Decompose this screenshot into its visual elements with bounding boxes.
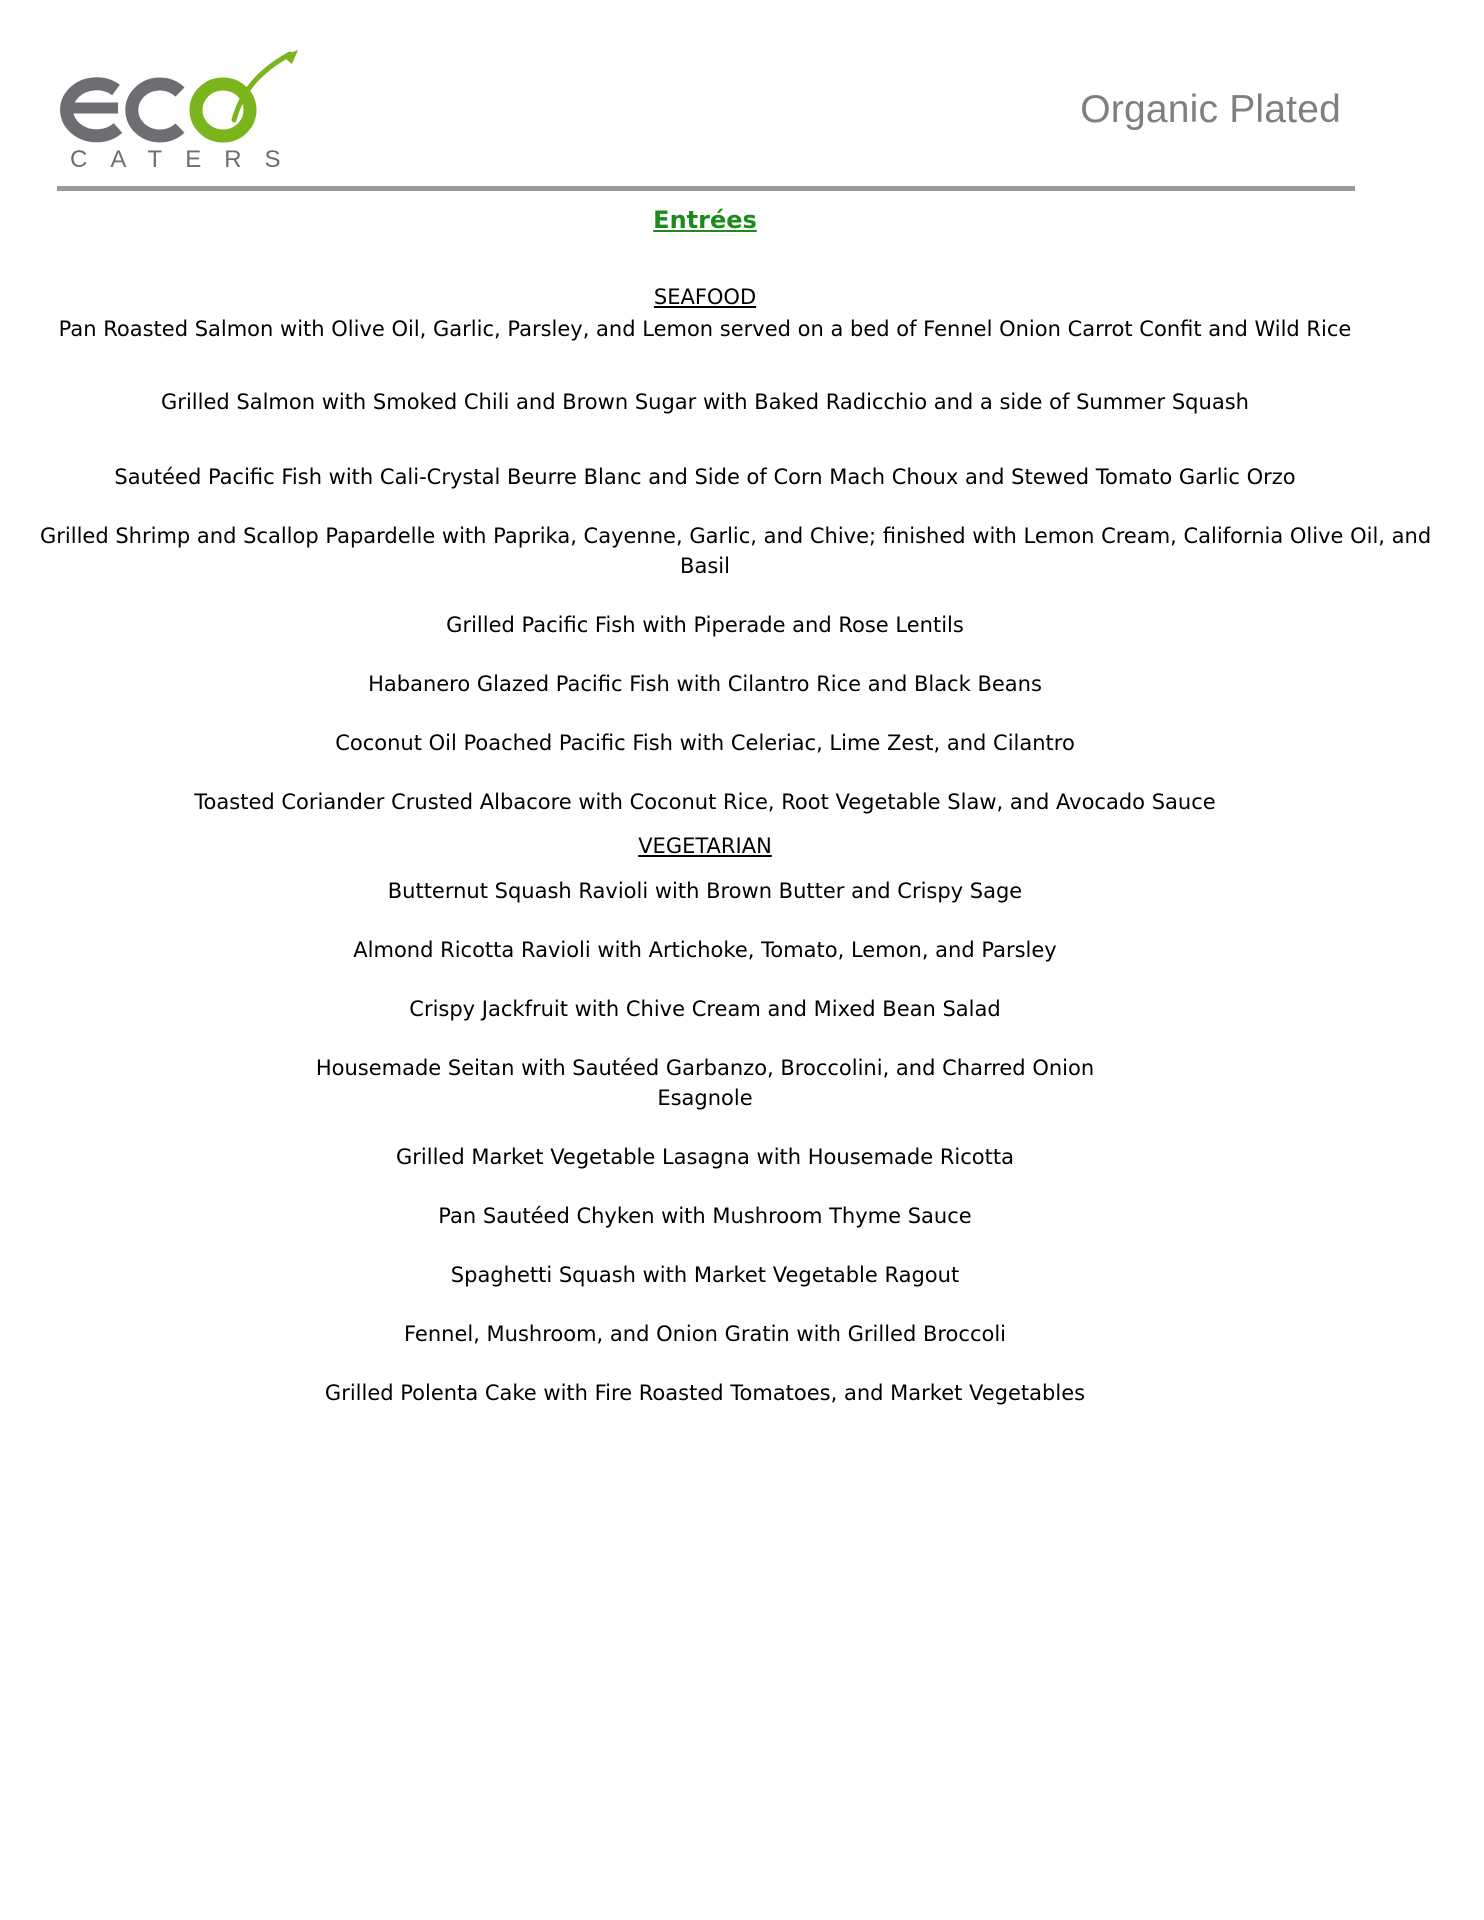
header-divider bbox=[57, 186, 1355, 191]
category-header-seafood bbox=[40, 283, 1370, 312]
menu-item: Butternut Squash Ravioli with Brown Butter and Crispy Sage bbox=[387, 879, 1023, 903]
menu-item: Coconut Oil Poached Pacific Fish with Celeriac, Lime Zest, and Cilantro bbox=[335, 731, 1075, 755]
menu-item: Sautéed Pacific Fish with Cali-Crystal Beurre Blanc and Side of Corn Mach Choux and Stewed Tomato Garlic Orzo bbox=[114, 465, 1296, 489]
menu-item: Grilled Polenta Cake with Fire Roasted Tomatoes, and Market Vegetables bbox=[324, 1381, 1086, 1405]
menu-item: Habanero Glazed Pacific Fish with Cilantro Rice and Black Beans bbox=[368, 672, 1042, 696]
section-title-text: Entrées bbox=[653, 206, 757, 234]
menu-item: Spaghetti Squash with Market Vegetable Ragout bbox=[450, 1263, 960, 1287]
menu-item: Fennel, Mushroom, and Onion Gratin with Grilled Broccoli bbox=[403, 1322, 1007, 1346]
menu-item: Housemade Seitan with Sautéed Garbanzo, Broccolini, and Charred Onion bbox=[315, 1056, 1095, 1080]
menu-item-continuation: Esagnole bbox=[657, 1086, 753, 1110]
menu-item: Grilled Pacific Fish with Piperade and Rose Lentils bbox=[446, 613, 964, 637]
category-label: VEGETARIAN bbox=[638, 834, 772, 858]
menu-item: Grilled Market Vegetable Lasagna with Housemade Ricotta bbox=[396, 1145, 1014, 1169]
menu-item: Crispy Jackfruit with Chive Cream and Mixed Bean Salad bbox=[409, 997, 1001, 1021]
menu-item: Pan Sautéed Chyken with Mushroom Thyme Sauce bbox=[438, 1204, 972, 1228]
eco-caters-logo bbox=[56, 50, 316, 180]
menu-item-continuation: Basil bbox=[680, 554, 730, 578]
menu-item: Pan Roasted Salmon with Olive Oil, Garlic, Parsley, and Lemon served on a bed of Fennel Onion Carrot Confit and Wild Rice bbox=[58, 317, 1352, 341]
menu-item: Grilled Salmon with Smoked Chili and Brown Sugar with Baked Radicchio and a side of Summer Squash bbox=[161, 390, 1249, 414]
menu-item: Grilled Shrimp and Scallop Papardelle with Paprika, Cayenne, Garlic, and Chive; finished with Lemon Cream, California Olive Oil, and bbox=[40, 524, 1432, 548]
logo-subline: CATERS bbox=[70, 146, 304, 173]
category-header-vegetarian bbox=[40, 832, 1370, 861]
document-title: Organic Plated bbox=[1080, 88, 1341, 131]
section-title bbox=[0, 206, 1410, 234]
menu-item: Almond Ricotta Ravioli with Artichoke, Tomato, Lemon, and Parsley bbox=[353, 938, 1057, 962]
category-label: SEAFOOD bbox=[653, 285, 757, 309]
menu-item: Toasted Coriander Crusted Albacore with Coconut Rice, Root Vegetable Slaw, and Avocado Sauce bbox=[194, 790, 1216, 814]
